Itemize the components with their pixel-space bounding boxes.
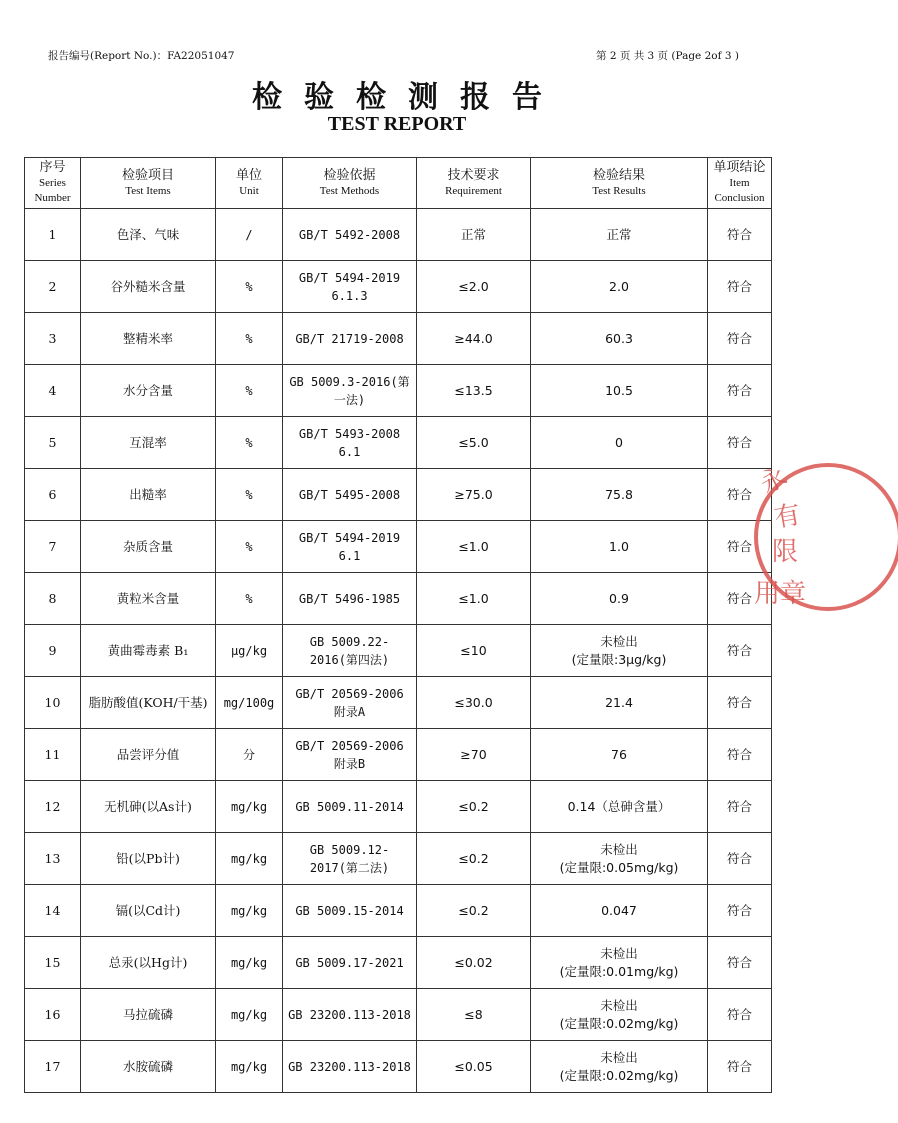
cell-conclusion: 符合 xyxy=(708,209,772,261)
cell-series: 4 xyxy=(25,365,81,417)
cell-unit: % xyxy=(216,365,283,417)
table-row xyxy=(25,729,772,781)
cell-conclusion: 符合 xyxy=(708,677,772,729)
svg-text:限: 限 xyxy=(772,537,799,567)
cell-unit: mg/kg xyxy=(216,1041,283,1093)
table-row xyxy=(25,521,772,573)
cell-unit: mg/kg xyxy=(216,989,283,1041)
cell-test-result: 21.4 xyxy=(531,677,708,729)
cell-test-result: 未检出 (定量限:0.01mg/kg) xyxy=(531,937,708,989)
cell-requirement: ≥44.0 xyxy=(417,313,531,365)
cell-unit: / xyxy=(216,209,283,261)
cell-requirement: ≤0.2 xyxy=(417,885,531,937)
cell-series: 3 xyxy=(25,313,81,365)
cell-test-result: 未检出 (定量限:0.02mg/kg) xyxy=(531,989,708,1041)
cell-unit: 分 xyxy=(216,729,283,781)
page-indicator: 第 2 页 共 3 页 (Page 2of 3 ) xyxy=(596,50,739,62)
cell-requirement: ≥75.0 xyxy=(417,469,531,521)
cell-test-item: 品尝评分值 xyxy=(81,729,216,781)
cell-series: 12 xyxy=(25,781,81,833)
col-series-header: 序号 Series Number xyxy=(25,158,81,209)
cell-requirement: ≤1.0 xyxy=(417,573,531,625)
table-row xyxy=(25,469,772,521)
cell-conclusion: 符合 xyxy=(708,625,772,677)
cell-conclusion: 符合 xyxy=(708,989,772,1041)
cell-test-result: 10.5 xyxy=(531,365,708,417)
col-methods-header: 检验依据 Test Methods xyxy=(283,158,417,209)
cell-requirement: ≤1.0 xyxy=(417,521,531,573)
table-row xyxy=(25,885,772,937)
cell-unit: mg/kg xyxy=(216,937,283,989)
cell-series: 13 xyxy=(25,833,81,885)
cell-requirement: ≤30.0 xyxy=(417,677,531,729)
cell-test-method: GB/T 5494-2019 6.1 xyxy=(283,521,417,573)
cell-unit: % xyxy=(216,469,283,521)
table-row xyxy=(25,677,772,729)
cell-test-method: GB/T 5495-2008 xyxy=(283,469,417,521)
test-results-table xyxy=(24,157,772,1093)
table-row xyxy=(25,365,772,417)
report-number: 报告编号(Report No.)：FA22051047 xyxy=(48,50,235,62)
cell-series: 15 xyxy=(25,937,81,989)
col-items-header: 检验项目 Test Items xyxy=(81,158,216,209)
cell-test-method: GB 23200.113-2018 xyxy=(283,1041,417,1093)
table-header-row xyxy=(25,158,772,209)
cell-test-method: GB 5009.17-2021 xyxy=(283,937,417,989)
cell-series: 11 xyxy=(25,729,81,781)
cell-test-item: 出糙率 xyxy=(81,469,216,521)
cell-test-result: 60.3 xyxy=(531,313,708,365)
cell-test-result: 75.8 xyxy=(531,469,708,521)
cell-test-method: GB/T 5496-1985 xyxy=(283,573,417,625)
cell-series: 1 xyxy=(25,209,81,261)
cell-series: 10 xyxy=(25,677,81,729)
cell-test-result: 正常 xyxy=(531,209,708,261)
cell-requirement: ≤2.0 xyxy=(417,261,531,313)
cell-requirement: ≤8 xyxy=(417,989,531,1041)
cell-series: 2 xyxy=(25,261,81,313)
svg-text:用章: 用章 xyxy=(754,579,807,609)
cell-conclusion: 符合 xyxy=(708,729,772,781)
cell-unit: % xyxy=(216,521,283,573)
cell-test-result: 0.14（总砷含量） xyxy=(531,781,708,833)
cell-test-method: GB/T 5494-2019 6.1.3 xyxy=(283,261,417,313)
col-requirement-header: 技术要求 Requirement xyxy=(417,158,531,209)
cell-test-result: 未检出 (定量限:0.05mg/kg) xyxy=(531,833,708,885)
cell-unit: mg/kg xyxy=(216,885,283,937)
cell-test-method: GB 5009.15-2014 xyxy=(283,885,417,937)
col-unit-header: 单位 Unit xyxy=(216,158,283,209)
cell-test-method: GB/T 21719-2008 xyxy=(283,313,417,365)
cell-requirement: ≤5.0 xyxy=(417,417,531,469)
cell-requirement: ≤13.5 xyxy=(417,365,531,417)
cell-series: 8 xyxy=(25,573,81,625)
cell-test-result: 0.047 xyxy=(531,885,708,937)
cell-unit: mg/100g xyxy=(216,677,283,729)
cell-conclusion: 符合 xyxy=(708,833,772,885)
cell-test-result: 未检出 (定量限:3μg/kg) xyxy=(531,625,708,677)
cell-unit: mg/kg xyxy=(216,833,283,885)
svg-text:有: 有 xyxy=(772,499,803,534)
cell-conclusion: 符合 xyxy=(708,261,772,313)
cell-test-result: 0.9 xyxy=(531,573,708,625)
cell-unit: % xyxy=(216,573,283,625)
cell-test-item: 黄曲霉毒素 B₁ xyxy=(81,625,216,677)
cell-unit: mg/kg xyxy=(216,781,283,833)
col-conclusion-header: 单项结论 Item Conclusion xyxy=(708,158,772,209)
cell-test-item: 水胺硫磷 xyxy=(81,1041,216,1093)
cell-test-item: 黄粒米含量 xyxy=(81,573,216,625)
cell-test-item: 水分含量 xyxy=(81,365,216,417)
cell-conclusion: 符合 xyxy=(708,417,772,469)
cell-test-item: 色泽、气味 xyxy=(81,209,216,261)
cell-test-item: 谷外糙米含量 xyxy=(81,261,216,313)
cell-requirement: ≤0.05 xyxy=(417,1041,531,1093)
cell-test-item: 杂质含量 xyxy=(81,521,216,573)
table-row xyxy=(25,417,772,469)
cell-conclusion: 符合 xyxy=(708,781,772,833)
cell-series: 17 xyxy=(25,1041,81,1093)
cell-test-method: GB 5009.22-2016(第四法) xyxy=(283,625,417,677)
cell-requirement: ≤0.2 xyxy=(417,781,531,833)
cell-series: 6 xyxy=(25,469,81,521)
cell-test-result: 76 xyxy=(531,729,708,781)
report-title-en: TEST REPORT xyxy=(327,113,467,135)
cell-unit: % xyxy=(216,417,283,469)
cell-series: 14 xyxy=(25,885,81,937)
cell-conclusion: 符合 xyxy=(708,1041,772,1093)
cell-conclusion: 符合 xyxy=(708,885,772,937)
table-row xyxy=(25,781,772,833)
cell-test-method: GB/T 5493-2008 6.1 xyxy=(283,417,417,469)
cell-test-item: 脂肪酸值(KOH/干基) xyxy=(81,677,216,729)
svg-text:永: 永 xyxy=(755,461,793,501)
table-row xyxy=(25,937,772,989)
cell-requirement: ≤10 xyxy=(417,625,531,677)
cell-unit: % xyxy=(216,313,283,365)
cell-test-result: 2.0 xyxy=(531,261,708,313)
cell-test-method: GB/T 5492-2008 xyxy=(283,209,417,261)
table-row xyxy=(25,573,772,625)
table-row xyxy=(25,989,772,1041)
cell-test-item: 整精米率 xyxy=(81,313,216,365)
cell-test-item: 镉(以Cd计) xyxy=(81,885,216,937)
table-row xyxy=(25,1041,772,1093)
cell-series: 7 xyxy=(25,521,81,573)
cell-test-result: 1.0 xyxy=(531,521,708,573)
cell-test-method: GB 5009.11-2014 xyxy=(283,781,417,833)
cell-unit: % xyxy=(216,261,283,313)
cell-conclusion: 符合 xyxy=(708,937,772,989)
cell-test-item: 马拉硫磷 xyxy=(81,989,216,1041)
cell-test-item: 无机砷(以As计) xyxy=(81,781,216,833)
cell-series: 9 xyxy=(25,625,81,677)
table-row xyxy=(25,209,772,261)
table-row xyxy=(25,313,772,365)
cell-test-result: 0 xyxy=(531,417,708,469)
col-results-header: 检验结果 Test Results xyxy=(531,158,708,209)
cell-test-method: GB 23200.113-2018 xyxy=(283,989,417,1041)
cell-requirement: ≤0.2 xyxy=(417,833,531,885)
table-row xyxy=(25,261,772,313)
cell-requirement: ≤0.02 xyxy=(417,937,531,989)
table-row xyxy=(25,625,772,677)
cell-test-method: GB/T 20569-2006 附录A xyxy=(283,677,417,729)
cell-requirement: ≥70 xyxy=(417,729,531,781)
cell-test-item: 互混率 xyxy=(81,417,216,469)
report-title-cn: 检验检测报告 xyxy=(252,80,564,115)
cell-series: 16 xyxy=(25,989,81,1041)
cell-test-method: GB 5009.12-2017(第二法) xyxy=(283,833,417,885)
cell-requirement: 正常 xyxy=(417,209,531,261)
cell-test-item: 总汞(以Hg计) xyxy=(81,937,216,989)
cell-test-method: GB 5009.3-2016(第一法) xyxy=(283,365,417,417)
cell-conclusion: 符合 xyxy=(708,521,772,573)
cell-unit: μg/kg xyxy=(216,625,283,677)
table-row xyxy=(25,833,772,885)
cell-test-result: 未检出 (定量限:0.02mg/kg) xyxy=(531,1041,708,1093)
cell-conclusion: 符合 xyxy=(708,573,772,625)
cell-test-method: GB/T 20569-2006 附录B xyxy=(283,729,417,781)
cell-conclusion: 符合 xyxy=(708,365,772,417)
cell-conclusion: 符合 xyxy=(708,313,772,365)
cell-test-item: 铅(以Pb计) xyxy=(81,833,216,885)
cell-series: 5 xyxy=(25,417,81,469)
cell-conclusion: 符合 xyxy=(708,469,772,521)
